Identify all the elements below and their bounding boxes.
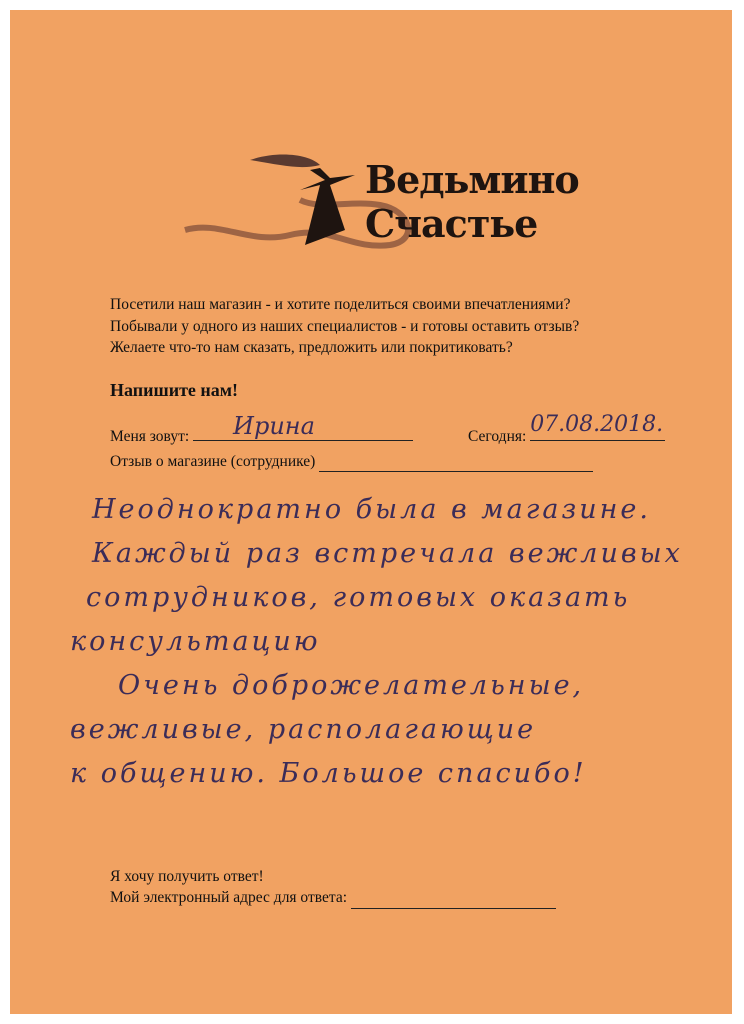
handwritten-review — [70, 488, 683, 796]
email-field — [110, 887, 556, 909]
intro-text — [110, 294, 579, 359]
name-value: Ирина — [233, 412, 315, 440]
name-field — [110, 412, 413, 446]
date-input[interactable] — [530, 412, 665, 441]
review-field — [110, 453, 593, 472]
date-field — [468, 412, 665, 446]
reply-section — [110, 866, 556, 909]
review-label: Отзыв о магазине (сотруднике) — [110, 453, 316, 470]
date-label: Сегодня: — [468, 428, 527, 445]
intro-line: Побывали у одного из наших специалистов - и готовы оставить отзыв? — [110, 317, 580, 335]
email-label: Мой электронный адрес для ответа: — [110, 889, 348, 906]
intro-line: Посетили наш магазин - и хотите поделиться своими впечатлениями? — [110, 296, 571, 313]
logo-line-1: Ведьмино — [365, 157, 579, 202]
review-line: сотрудников, готовых оказать — [86, 582, 631, 613]
name-input[interactable] — [193, 412, 413, 441]
intro-line: Желаете что-то нам сказать, предложить или покритиковать? — [110, 339, 513, 356]
review-line: Неоднократно была в магазине. — [92, 494, 651, 525]
review-line: к общению. Большое спасибо! — [70, 758, 587, 789]
name-label: Меня зовут: — [110, 428, 190, 445]
review-line: консультацию — [70, 626, 321, 657]
reply-wish-text: Я хочу получить ответ! — [110, 868, 264, 885]
write-us-heading: Напишите нам! — [110, 380, 239, 400]
email-input[interactable] — [351, 887, 556, 909]
date-value: 07.08.2018. — [530, 412, 664, 437]
logo-line-2: Счастье — [365, 201, 538, 246]
review-line: Каждый раз встречала вежливых — [92, 538, 683, 569]
logo-wordmark — [365, 158, 579, 246]
review-line: Очень доброжелательные, — [118, 670, 585, 701]
review-line: вежливые, располагающие — [70, 714, 537, 745]
review-input-line[interactable] — [319, 453, 593, 472]
